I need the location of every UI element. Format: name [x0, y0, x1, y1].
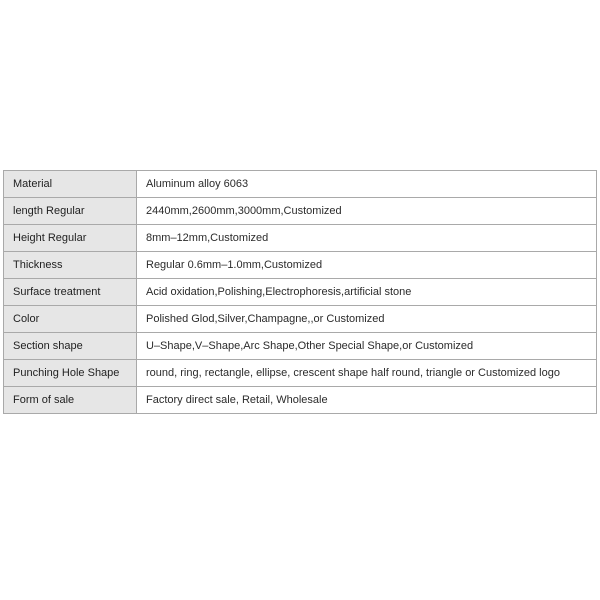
color-label: Color — [4, 306, 137, 333]
table-row-surface-treatment — [4, 279, 597, 306]
thickness-label: Thickness — [4, 252, 137, 279]
table-row-color — [4, 306, 597, 333]
table-row-section-shape — [4, 333, 597, 360]
table-row-thickness — [4, 252, 597, 279]
material-label: Material — [4, 171, 137, 198]
punching-hole-shape-value: round, ring, rectangle, ellipse, crescent shape half round, triangle or Customized logo — [137, 360, 597, 387]
table-row-punching-hole-shape — [4, 360, 597, 387]
section-shape-value: U–Shape,V–Shape,Arc Shape,Other Special Shape,or Customized — [137, 333, 597, 360]
spec-table — [3, 170, 597, 414]
height-label: Height Regular — [4, 225, 137, 252]
spec-table-body — [4, 171, 597, 414]
color-value: Polished Glod,Silver,Champagne,,or Customized — [137, 306, 597, 333]
surface-treatment-label: Surface treatment — [4, 279, 137, 306]
form-of-sale-value: Factory direct sale, Retail, Wholesale — [137, 387, 597, 414]
table-row-length — [4, 198, 597, 225]
table-row-form-of-sale — [4, 387, 597, 414]
form-of-sale-label: Form of sale — [4, 387, 137, 414]
material-value: Aluminum alloy 6063 — [137, 171, 597, 198]
length-label: length Regular — [4, 198, 137, 225]
table-row-material — [4, 171, 597, 198]
table-row-height — [4, 225, 597, 252]
section-shape-label: Section shape — [4, 333, 137, 360]
punching-hole-shape-label: Punching Hole Shape — [4, 360, 137, 387]
height-value: 8mm–12mm,Customized — [137, 225, 597, 252]
length-value: 2440mm,2600mm,3000mm,Customized — [137, 198, 597, 225]
thickness-value: Regular 0.6mm–1.0mm,Customized — [137, 252, 597, 279]
surface-treatment-value: Acid oxidation,Polishing,Electrophoresis,artificial stone — [137, 279, 597, 306]
